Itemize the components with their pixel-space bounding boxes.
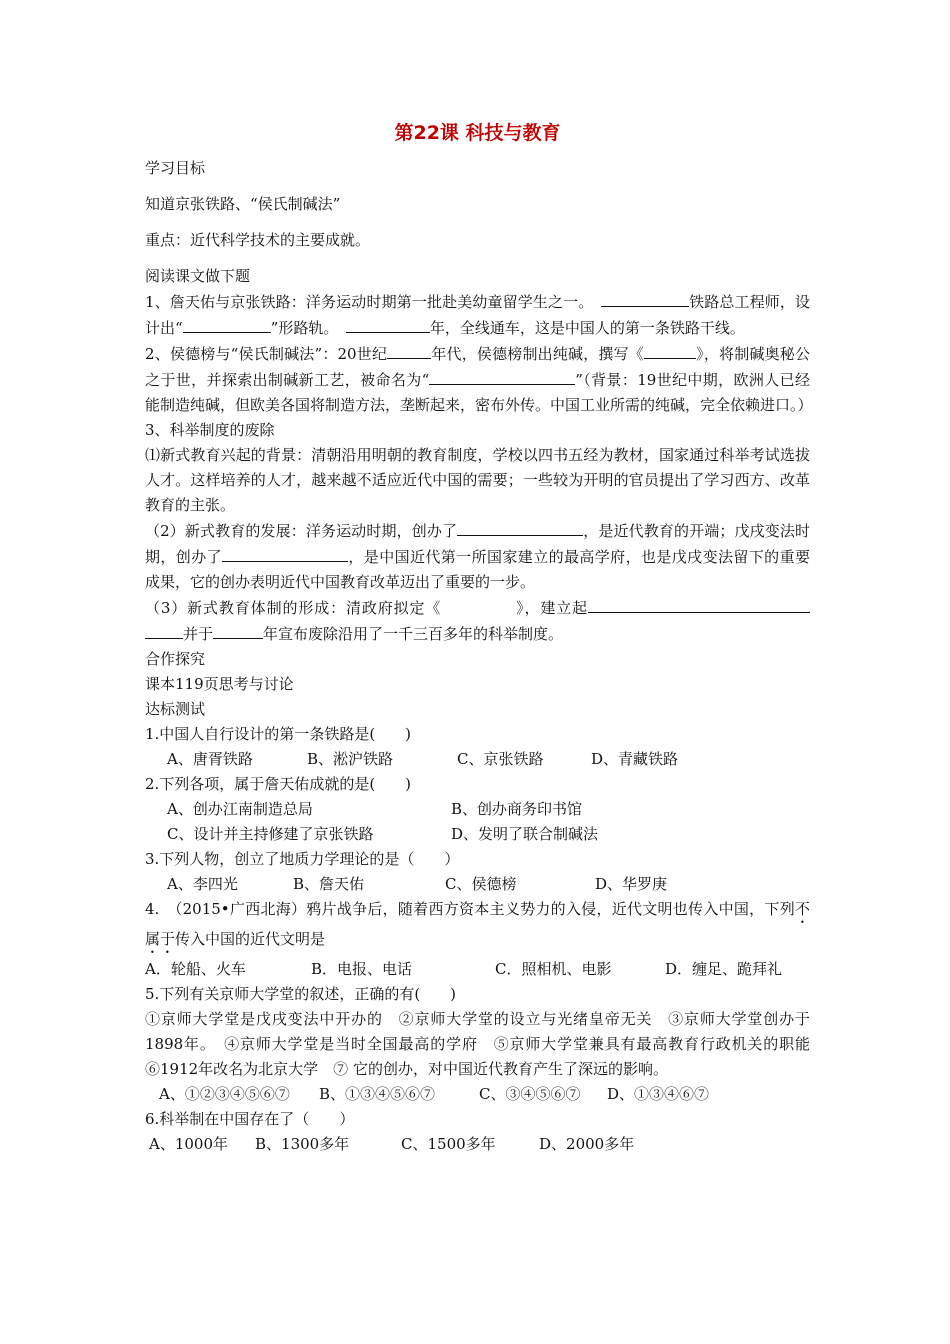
option-b: B．电报、电话 bbox=[311, 960, 413, 978]
blank bbox=[213, 621, 263, 639]
option-c: C．照相机、电影 bbox=[495, 960, 612, 978]
option-c: C、③④⑤⑥⑦ bbox=[479, 1085, 581, 1103]
goals-key: 重点：近代科学技术的主要成就。 bbox=[145, 231, 371, 249]
blank bbox=[145, 621, 183, 639]
option-b: B、詹天佑 bbox=[293, 875, 365, 893]
coop-text: 课本119页思考与讨论 bbox=[145, 675, 294, 693]
option-d: D、①③④⑥⑦ bbox=[607, 1085, 710, 1103]
option-c: C、侯德榜 bbox=[445, 875, 517, 893]
option-d: D、华罗庚 bbox=[595, 875, 668, 893]
question-3-stem: 3.下列人物，创立了地质力学理论的是（ ） bbox=[145, 850, 460, 868]
reading-item-3-heading: 3、科举制度的废除 bbox=[145, 421, 275, 439]
blank bbox=[222, 544, 348, 562]
goals-heading: 学习目标 bbox=[145, 159, 206, 177]
option-b: B、淞沪铁路 bbox=[307, 750, 394, 768]
option-a: A、李四光 bbox=[167, 875, 238, 893]
reading-item-2: 2、侯德榜与“侯氏制碱法”：20世纪 年代，侯德榜制出纯碱，撰写《 》，将制碱奥秘公之于世，并探索出制碱新工艺，被命名为“ ”（背景：19世纪中期，欧洲人已经能制造纯碱，但欧美各国将制造方法，垄断起来，密布外传。中国工业所需的纯碱，完全依赖进口。） bbox=[145, 341, 810, 418]
blank bbox=[387, 341, 431, 359]
option-d: D．缠足、跪拜礼 bbox=[665, 960, 783, 978]
option-a: A、创办江南制造总局 bbox=[167, 800, 313, 818]
question-5-stem: 5.下列有关京师大学堂的叙述，正确的有( ) bbox=[145, 985, 457, 1003]
reading-item-3-p3: （3）新式教育体制的形成：清政府拟定《 》，建立起并于 年宣布废除沿用了一千三百多年的科举制度。 bbox=[145, 595, 810, 647]
reading-heading: 阅读课文做下题 bbox=[145, 267, 251, 285]
question-1-options bbox=[145, 747, 810, 772]
option-d: D、青藏铁路 bbox=[591, 750, 679, 768]
option-a: A．轮船、火车 bbox=[145, 960, 246, 978]
option-c: C、京张铁路 bbox=[457, 750, 544, 768]
test-heading: 达标测试 bbox=[145, 700, 206, 718]
blank bbox=[429, 367, 575, 385]
question-6-options bbox=[145, 1132, 810, 1157]
option-a: A、唐胥铁路 bbox=[167, 750, 253, 768]
page-title: 第22课 科技与教育 bbox=[394, 122, 561, 144]
question-2-options-row-2 bbox=[145, 822, 810, 847]
reading-item-3-p1: ⑴新式教育兴起的背景：清朝沿用明朝的教育制度，学校以四书五经为教材，国家通过科举考试选拔人才。这样培养的人才，越来越不适应近代中国的需要；一些较为开明的官员提出了学习西方、改革教育的主张。 bbox=[145, 446, 810, 514]
blank bbox=[588, 595, 810, 613]
goals-know: 知道京张铁路、“侯氏制碱法” bbox=[145, 195, 341, 213]
question-5-options bbox=[145, 1082, 810, 1107]
question-4-options bbox=[145, 957, 810, 982]
question-4-stem: 4. （2015•广西北海）鸦片战争后，随着西方资本主义势力的入侵，近代文明也传入中国，下列不属于传入中国的近代文明是 bbox=[145, 900, 810, 948]
option-d: D、发明了联合制碱法 bbox=[451, 825, 599, 843]
question-2-options-row-1 bbox=[145, 797, 810, 822]
blank bbox=[346, 315, 430, 333]
worksheet-page bbox=[145, 118, 826, 1157]
option-b: B、①③④⑤⑥⑦ bbox=[319, 1085, 436, 1103]
emphasis-text: 不属于 bbox=[145, 900, 810, 948]
blank bbox=[183, 315, 271, 333]
blank bbox=[457, 518, 583, 536]
reading-item-3-p2: （2）新式教育的发展：洋务运动时期，创办了 ，是近代教育的开端；戊戌变法时期，创办了 ，是中国近代第一所国家建立的最高学府，也是戊戌变法留下的重要成果，它的创办表明近代中国教育改革迈出了重要的一步。 bbox=[145, 518, 810, 595]
option-c: C、设计并主持修建了京张铁路 bbox=[167, 825, 374, 843]
option-b: B、创办商务印书馆 bbox=[451, 800, 583, 818]
option-b: B、1300多年 bbox=[255, 1135, 350, 1153]
question-6-stem: 6.科举制在中国存在了（ ） bbox=[145, 1110, 355, 1128]
question-5-body: ①京师大学堂是戊戌变法中开办的 ②京师大学堂的设立与光绪皇帝无关 ③京师大学堂创办于1898年。 ④京师大学堂是当时全国最高的学府 ⑤京师大学堂兼具有最高教育行政机关的职能 ⑥1912年改名为北京大学 ⑦ 它的创办，对中国近代教育产生了深远的影响。 bbox=[145, 1010, 826, 1078]
reading-item-1: 1、詹天佑与京张铁路：洋务运动时期第一批赴美幼童留学生之一。 铁路总工程师，设计出“ ”形路轨。 年，全线通车，这是中国人的第一条铁路干线。 bbox=[145, 289, 810, 341]
option-c: C、1500多年 bbox=[401, 1135, 496, 1153]
question-3-options bbox=[145, 872, 810, 897]
blank bbox=[601, 289, 689, 307]
blank bbox=[644, 341, 696, 359]
option-a: A、①②③④⑤⑥⑦ bbox=[159, 1085, 290, 1103]
option-a: A、1000年 bbox=[149, 1135, 229, 1153]
question-1-stem: 1.中国人自行设计的第一条铁路是( ) bbox=[145, 725, 412, 743]
question-2-stem: 2.下列各项，属于詹天佑成就的是( ) bbox=[145, 775, 412, 793]
option-d: D、2000多年 bbox=[539, 1135, 635, 1153]
coop-heading: 合作探究 bbox=[145, 650, 206, 668]
